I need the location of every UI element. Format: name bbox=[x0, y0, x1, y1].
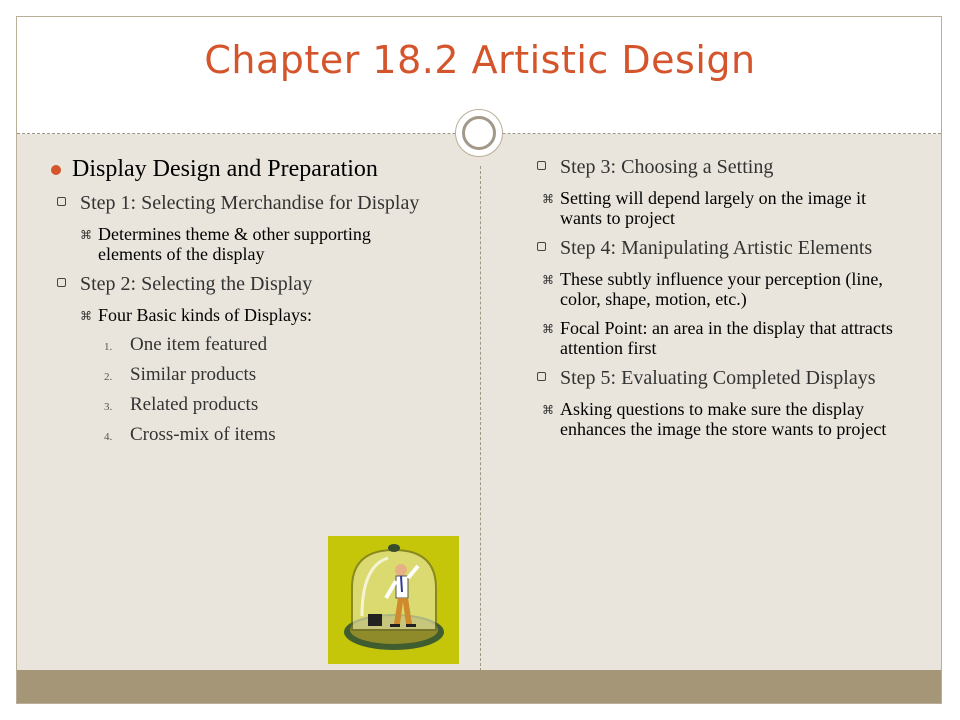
step3-label: Step 3: Choosing a Setting bbox=[560, 156, 774, 178]
square-bullet-icon bbox=[537, 161, 546, 170]
step1-item bbox=[50, 192, 435, 214]
step5-sub-text: Asking questions to make sure the display enhances the image the store wants to project bbox=[560, 399, 887, 439]
step1-sub bbox=[50, 224, 435, 264]
step4-sub-2 bbox=[530, 318, 910, 358]
x-bullet-icon: ⌘ bbox=[80, 309, 92, 323]
kind-number: 4. bbox=[104, 431, 113, 443]
step2-sub-text: Four Basic kinds of Displays: bbox=[98, 305, 312, 325]
heading-text: Display Design and Preparation bbox=[72, 156, 378, 182]
kind-text: One item featured bbox=[130, 334, 268, 355]
man-under-glass-dome-clipart bbox=[328, 536, 459, 664]
x-bullet-icon: ⌘ bbox=[80, 228, 92, 242]
step1-label: Step 1: Selecting Merchandise for Display bbox=[80, 192, 420, 214]
x-bullet-icon: ⌘ bbox=[542, 273, 554, 287]
step4-sub-text: Focal Point: an area in the display that attracts attention first bbox=[560, 318, 893, 358]
bullet-display-design bbox=[50, 156, 435, 182]
square-bullet-icon bbox=[57, 197, 66, 206]
x-bullet-icon: ⌘ bbox=[542, 403, 554, 417]
kind-item-1 bbox=[50, 334, 435, 355]
step1-sub-text: Determines theme & other supporting elements of the display bbox=[98, 224, 371, 264]
step4-sub-text: These subtly influence your perception (line, color, shape, motion, etc.) bbox=[560, 269, 883, 309]
kind-number: 2. bbox=[104, 371, 113, 383]
step4-sub-1 bbox=[530, 269, 910, 309]
left-column bbox=[50, 156, 435, 454]
step5-item bbox=[530, 367, 910, 389]
step3-sub-text: Setting will depend largely on the image it wants to project bbox=[560, 188, 867, 228]
kind-item-4 bbox=[50, 424, 435, 445]
step4-item bbox=[530, 237, 910, 259]
kind-number: 3. bbox=[104, 401, 113, 413]
footer-bar bbox=[17, 670, 941, 703]
step4-label: Step 4: Manipulating Artistic Elements bbox=[560, 237, 873, 259]
ring-ornament-icon bbox=[455, 109, 503, 157]
kind-item-3 bbox=[50, 394, 435, 415]
square-bullet-icon bbox=[57, 278, 66, 287]
step2-label: Step 2: Selecting the Display bbox=[80, 273, 313, 295]
step3-item bbox=[530, 156, 910, 178]
x-bullet-icon: ⌘ bbox=[542, 322, 554, 336]
square-bullet-icon bbox=[537, 372, 546, 381]
step2-item bbox=[50, 273, 435, 295]
kind-text: Related products bbox=[130, 394, 259, 415]
step5-sub bbox=[530, 399, 910, 439]
slide-title: Chapter 18.2 Artistic Design bbox=[204, 38, 756, 82]
orange-dot-icon bbox=[51, 165, 61, 175]
x-bullet-icon: ⌘ bbox=[542, 192, 554, 206]
kind-text: Cross-mix of items bbox=[130, 424, 276, 445]
step3-sub bbox=[530, 188, 910, 228]
step5-label: Step 5: Evaluating Completed Displays bbox=[560, 367, 876, 389]
kind-text: Similar products bbox=[130, 364, 257, 385]
square-bullet-icon bbox=[537, 242, 546, 251]
step2-sub bbox=[50, 305, 435, 325]
kind-item-2 bbox=[50, 364, 435, 385]
divider-vertical bbox=[480, 166, 481, 671]
kind-number: 1. bbox=[104, 341, 113, 353]
right-column bbox=[530, 156, 910, 448]
